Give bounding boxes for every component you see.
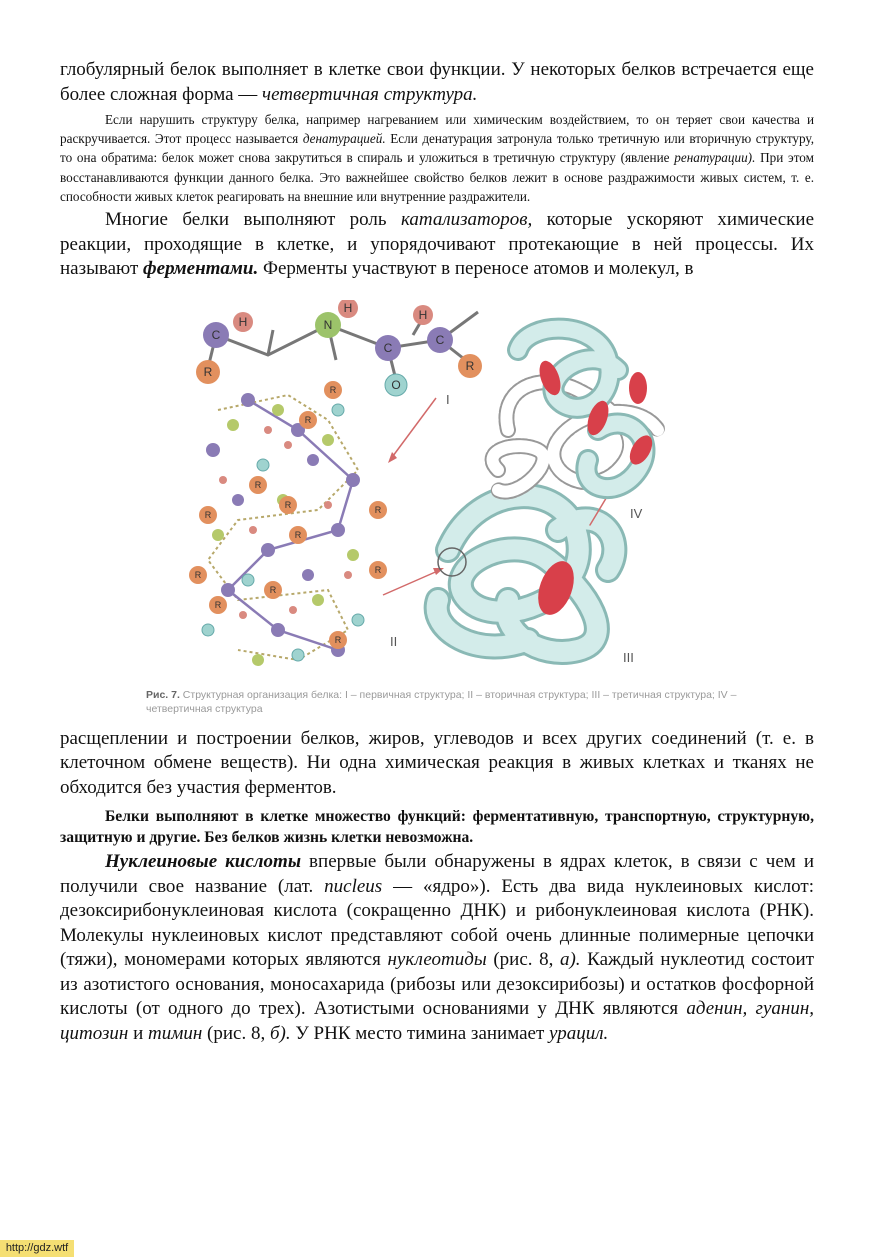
svg-text:R: R (329, 384, 337, 395)
svg-text:R: R (214, 599, 222, 610)
svg-text:H: H (418, 307, 428, 322)
arrow-head-icon (388, 452, 397, 463)
figure-caption: Рис. 7. Структурная организация белка: I – первичная структура; II – вторичная структура; III – третичная структура; IV – четвертичная структура (146, 688, 737, 715)
paragraph-quaternary: глобулярный белок выполняет в клетке свои функции. У некоторых белков встречается еще более сложная форма — четвертичная структура. (60, 59, 814, 105)
paragraph-denaturation: Если нарушить структуру белка, например нагреванием или химическим воздействием, то он теряет свои качества и раскручивается. Этот процесс называется денатурацией. Если денатурация затронула только третичную или вторичную структуру, то она обратима: белок может снова закрутиться в спираль и уложиться в третичную структуру (явление ренатурации). При этом восстанавливаются функции данного белка. Это важнейшее свойство белков лежит в основе раздражимости живых систем, т. е. способности живых клеток реагировать на внешние или внутренние раздражители. (60, 112, 814, 204)
svg-text:H: H (343, 300, 353, 315)
page-content (60, 58, 814, 1046)
paragraph-metabolism: расщеплении и построении белков, жиров, углеводов и всех других соединений (т. е. в клеточном обмене веществ). Ни одна химическая реакция в живых клетках и тканях не обходится без участия ферментов. (60, 727, 814, 798)
svg-text:R: R (374, 504, 382, 515)
svg-text:R: R (194, 569, 202, 580)
svg-text:R: R (334, 634, 342, 645)
paragraph-catalysts: Многие белки выполняют роль катализаторов, которые ускоряют химические реакции, проходящие в клетке, и упорядочивают протекающие в ней процессы. Их называют ферментами. Ферменты участвуют в переносе атомов и молекул, в (60, 209, 814, 280)
svg-text:R: R (254, 479, 262, 490)
svg-text:C: C (435, 332, 445, 347)
svg-text:H: H (238, 314, 248, 329)
figure-protein-structure (60, 294, 814, 727)
svg-text:C: C (383, 340, 393, 355)
paragraph-nucleic-acids: Нуклеиновые кислоты впервые были обнаружены в ядрах клеток, в связи с чем и получили свое название (лат. nucleus — «ядро»). Есть два вида нуклеиновых кислот: дезоксирибонуклеиновая кислота (сокращенно ДНК) и рибонуклеиновая кислота (РНК). Молекулы нуклеиновых кислот представляют собой очень длинные полимерные цепочки (тяжи), мономерами которых являются нуклеотиды (рис. 8, а). Каждый нуклеотид состоит из азотистого основания, моносахарида (рибозы или дезоксирибозы) и остатков фосфорной кислоты (от одного до трех). Азотистыми основаниями у ДНК являются аденин, гуанин, цитозин и тимин (рис. 8, б). У РНК место тимина занимает урацил. (60, 851, 815, 1044)
svg-text:R: R (203, 364, 213, 379)
svg-text:R: R (304, 414, 312, 425)
protein-structure-illustration (178, 300, 718, 685)
svg-text:R: R (284, 499, 292, 510)
svg-text:N: N (323, 317, 333, 332)
secondary-structure-helix (189, 381, 444, 666)
label-roman-4: IV (630, 505, 643, 521)
svg-text:R: R (294, 529, 302, 540)
svg-text:R: R (465, 358, 475, 373)
label-roman-1: I (446, 391, 450, 407)
quaternary-structure (493, 328, 658, 520)
label-roman-2: II (390, 633, 398, 649)
paragraph-functions-summary: Белки выполняют в клетке множество функций: ферментативную, транспортную, структурную, защитную и другие. Без белков жизнь клетки невозможна. (60, 808, 814, 847)
svg-text:O: O (391, 377, 401, 392)
svg-text:R: R (204, 509, 212, 520)
svg-text:R: R (269, 584, 277, 595)
svg-text:C: C (211, 327, 221, 342)
label-roman-3: III (623, 649, 634, 665)
source-link[interactable]: http://gdz.wtf (0, 1240, 74, 1257)
svg-text:R: R (374, 564, 382, 575)
arrow-1-2 (390, 398, 436, 460)
